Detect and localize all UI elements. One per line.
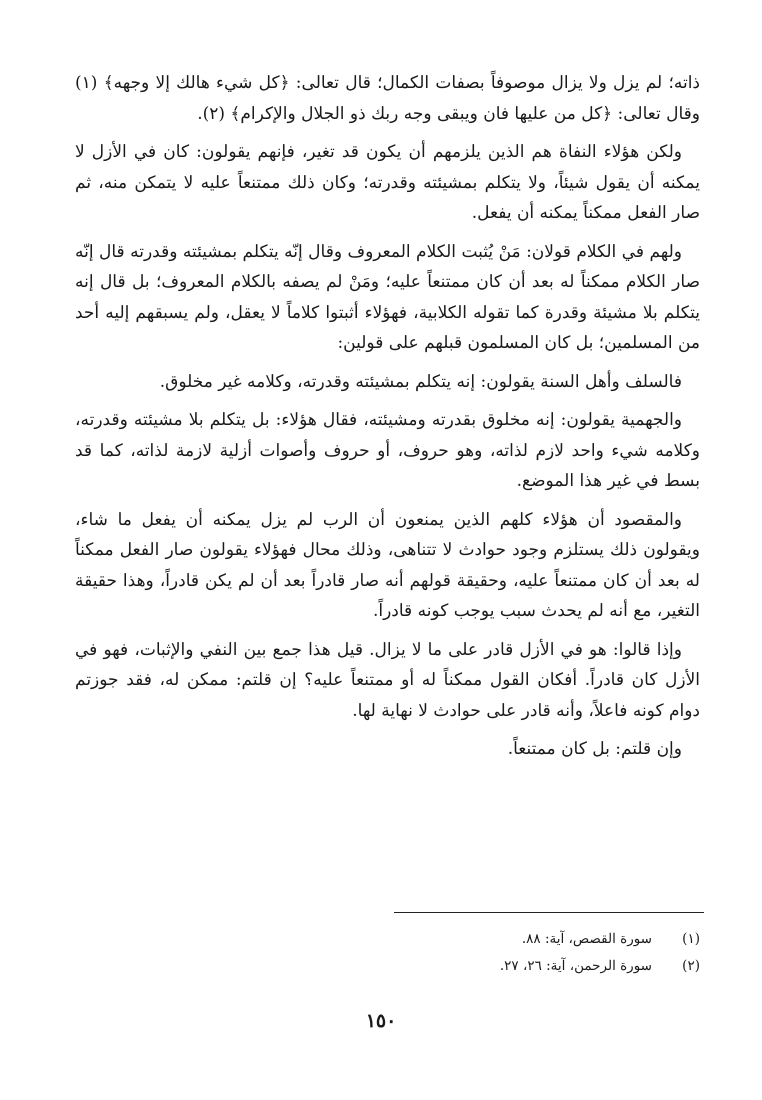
- footnotes: [300, 926, 700, 980]
- footnote-number: (٢): [682, 958, 700, 974]
- paragraph-4: فالسلف وأهل السنة يقولون: إنه يتكلم بمشيئته وقدرته، وكلامه غير مخلوق.: [159, 371, 682, 392]
- page-number: ١٥٠: [365, 1010, 397, 1032]
- footnote-text: سورة الرحمن، آية: ٢٦، ٢٧.: [499, 958, 652, 974]
- paragraph-7: وإذا قالوا: هو في الأزل قادر على ما لا يزال. قيل هذا جمع بين النفي والإثبات، فهو في الأزل كان قادراً. أفكان القول ممكناً له أو ممتنعاً عليه؟ إن قلتم: ممكن له، فقد جوزتم دوام كونه فاعلاً، وأنه قادر على حوادث لا نهاية لها.: [75, 639, 700, 721]
- footnote-item: [300, 953, 700, 980]
- footnote-number: (١): [682, 931, 700, 947]
- paragraph-5: والجهمية يقولون: إنه مخلوق بقدرته ومشيئته، فقال هؤلاء: بل يتكلم بلا مشيئته وقدرته، وكلامه شيء واحد لازم لذاته، وهو حروف، أو حروف وأصوات أزلية لازمة لذاته، كما قد بسط في غير هذا الموضع.: [75, 410, 700, 491]
- paragraph-6: والمقصود أن هؤلاء كلهم الذين يمنعون أن الرب لم يزل يمكنه أن يفعل ما شاء، ويقولون ذلك يستلزم وجود حوادث لا تتناهى، وذلك محال فهؤلاء يقولون صار الفعل ممكناً له بعد أن كان ممتنعاً عليه، وحقيقة قولهم أنه صار قادراً بعد أن لم يكن قادراً، وهذا حقيقة التغير، مع أنه لم يحدث سبب يوجب كونه قادراً.: [75, 509, 700, 621]
- main-text: [75, 68, 700, 773]
- footnote-item: [300, 926, 700, 953]
- paragraph-3: ولهم في الكلام قولان: مَنْ يُثبت الكلام المعروف وقال إنّه يتكلم بمشيئته وقدرته قال إنّه صار الكلام ممكناً له بعد أن كان ممتنعاً عليه؛ ومَنْ لم يصفه بالكلام المعروف؛ بل قال إنه يتكلم بلا مشيئة وقدرة كما تقوله الكلابية، فهؤلاء أثبتوا كلاماً لا يعقل، ولم يسبقهم إليه أحد من المسلمين؛ بل كان المسلمون قبلهم على قولين:: [75, 241, 700, 353]
- footnote-divider: [394, 912, 704, 913]
- footnote-text: سورة القصص، آية: ٨٨.: [521, 931, 652, 947]
- paragraph-2: ولكن هؤلاء النفاة هم الذين يلزمهم أن يكون قد تغير، فإنهم يقولون: كان في الأزل لا يمكنه أن يقول شيئاً، ولا يتكلم بمشيئته وقدرته؛ وكان ذلك ممتنعاً عليه لا يتمكن منه، ثم صار الفعل ممكناً يمكنه أن يفعل.: [75, 142, 700, 223]
- paragraph-8: وإن قلتم: بل كان ممتنعاً.: [507, 739, 682, 759]
- paragraph-1: ذاته؛ لم يزل ولا يزال موصوفاً بصفات الكمال؛ قال تعالى: ﴿كل شيء هالك إلا وجهه﴾ (١) وقال تعالى: ﴿كل من عليها فان ويبقى وجه ربك ذو الجلال والإكرام﴾ (٢).: [75, 73, 700, 124]
